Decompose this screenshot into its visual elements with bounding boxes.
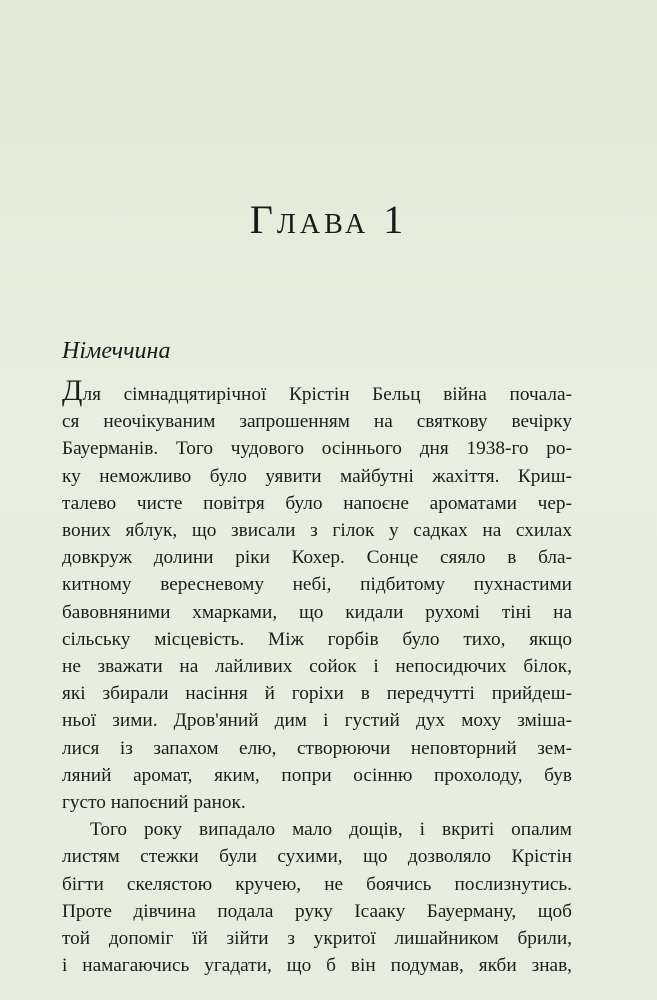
text-line: той допоміг їй зійти з укритої лишайником брили, xyxy=(62,928,572,950)
body-text xyxy=(62,374,572,979)
text-line: воних яблук, що звисали з гілок у садках на схилах xyxy=(62,520,572,542)
text-line: бавовняними хмарками, що кидали рухомі тіні на xyxy=(62,601,572,623)
text-line: які збирали насіння й горіхи в передчутті прийдеш- xyxy=(62,683,572,705)
text-line: ся неочікуваним запрошенням на святкову вечірку xyxy=(62,411,572,433)
text-line: довкруж долини ріки Кохер. Сонце сяяло в бла- xyxy=(62,547,572,569)
text-line: сільську місцевість. Між горбів було тихо, якщо xyxy=(62,628,572,650)
text-line: листям стежки були сухими, що дозволяло Крістін xyxy=(62,846,572,868)
text-line: Проте дівчина подала руку Ісааку Бауерману, щоб xyxy=(62,900,572,922)
text-line: Для сімнадцятирічної Крістін Бельц війна почала- xyxy=(62,374,572,407)
chapter-title: Глава 1 xyxy=(249,197,408,242)
text-line: китному вересневому небі, підбитому пухнастими xyxy=(62,574,572,596)
text-line: Бауерманів. Того чудового осіннього дня 1938-го ро- xyxy=(62,438,572,460)
text-line: лися із запахом елю, створюючи неповторний зем- xyxy=(62,737,572,759)
section-heading: Німеччина xyxy=(62,338,171,364)
drop-cap: Д xyxy=(62,374,83,407)
text-line: не зважати на лайливих сойок і непосидючих білок, xyxy=(62,656,572,678)
text-line: і намагаючись угадати, що б він подумав, якби знав, xyxy=(62,955,572,977)
text-line: ку неможливо було уявити майбутні жахіття. Криш- xyxy=(62,465,572,487)
text-line: бігти скелястою кручею, не боячись послизнутись. xyxy=(62,873,572,895)
text-line: Того року випадало мало дощів, і вкриті опалим xyxy=(90,819,572,841)
text-line: ляний аромат, яким, попри осінню прохолоду, був xyxy=(62,764,572,786)
text-line: ньої зими. Дров'яний дим і густий дух моху зміша- xyxy=(62,710,572,732)
text-line: густо напоєний ранок. xyxy=(62,792,246,814)
text-line: талево чисте повітря було напоєне ароматами чер- xyxy=(62,492,572,514)
